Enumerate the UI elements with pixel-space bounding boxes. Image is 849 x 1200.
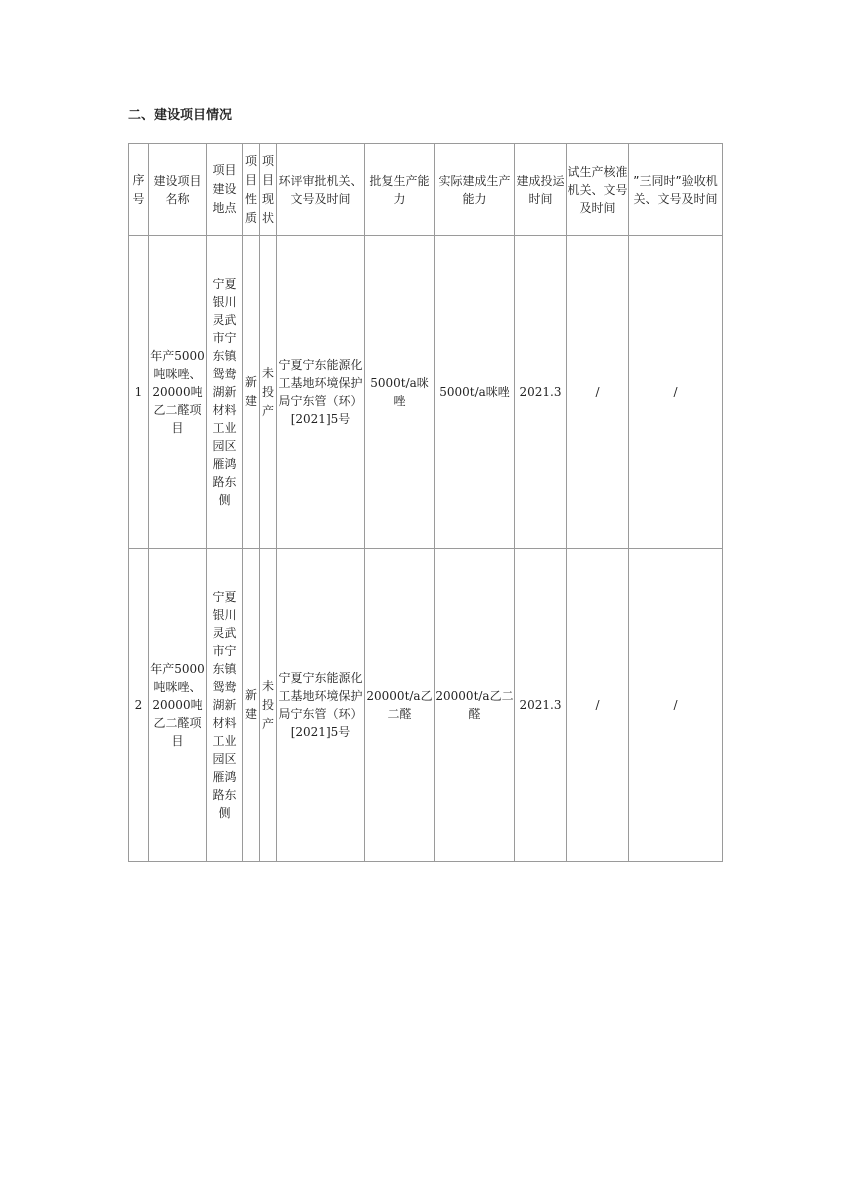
cell-name: 年产5000吨咪唑、20000吨乙二醛项目 — [149, 236, 207, 549]
header-row — [129, 144, 723, 236]
table-row — [129, 549, 723, 862]
cell-operation-time: 2021.3 — [515, 236, 567, 549]
cell-acceptance: / — [629, 236, 723, 549]
header-approval: 环评审批机关、文号及时间 — [277, 144, 365, 236]
section-title: 二、建设项目情况 — [128, 108, 233, 123]
cell-actual-capacity: 5000t/a咪唑 — [435, 236, 515, 549]
cell-actual-capacity: 20000t/a乙二醛 — [435, 549, 515, 862]
header-acceptance: ”三同时”验收机关、文号及时间 — [629, 144, 723, 236]
cell-nature: 新建 — [243, 549, 260, 862]
project-table — [128, 143, 723, 862]
cell-status: 未投产 — [260, 236, 277, 549]
cell-seq: 1 — [129, 236, 149, 549]
cell-approved-capacity: 5000t/a咪唑 — [365, 236, 435, 549]
header-status: 项目现状 — [260, 144, 277, 236]
cell-approval: 宁夏宁东能源化工基地环境保护局宁东管（环）[2021]5号 — [277, 549, 365, 862]
cell-nature: 新建 — [243, 236, 260, 549]
cell-location: 宁夏银川灵武市宁东镇鸳鸯湖新材料工业园区雁鸿路东侧 — [207, 236, 243, 549]
cell-seq: 2 — [129, 549, 149, 862]
header-trial-approval: 试生产核准机关、文号及时间 — [567, 144, 629, 236]
header-nature: 项目性质 — [243, 144, 260, 236]
table-row — [129, 236, 723, 549]
header-location: 项目建设地点 — [207, 144, 243, 236]
cell-name: 年产5000吨咪唑、20000吨乙二醛项目 — [149, 549, 207, 862]
header-seq: 序号 — [129, 144, 149, 236]
cell-approved-capacity: 20000t/a乙二醛 — [365, 549, 435, 862]
header-name: 建设项目名称 — [149, 144, 207, 236]
header-approved-capacity: 批复生产能力 — [365, 144, 435, 236]
cell-status: 未投产 — [260, 549, 277, 862]
header-actual-capacity: 实际建成生产能力 — [435, 144, 515, 236]
header-operation-time: 建成投运时间 — [515, 144, 567, 236]
cell-location: 宁夏银川灵武市宁东镇鸳鸯湖新材料工业园区雁鸿路东侧 — [207, 549, 243, 862]
cell-approval: 宁夏宁东能源化工基地环境保护局宁东管（环）[2021]5号 — [277, 236, 365, 549]
cell-trial-approval: / — [567, 236, 629, 549]
cell-acceptance: / — [629, 549, 723, 862]
cell-operation-time: 2021.3 — [515, 549, 567, 862]
cell-trial-approval: / — [567, 549, 629, 862]
